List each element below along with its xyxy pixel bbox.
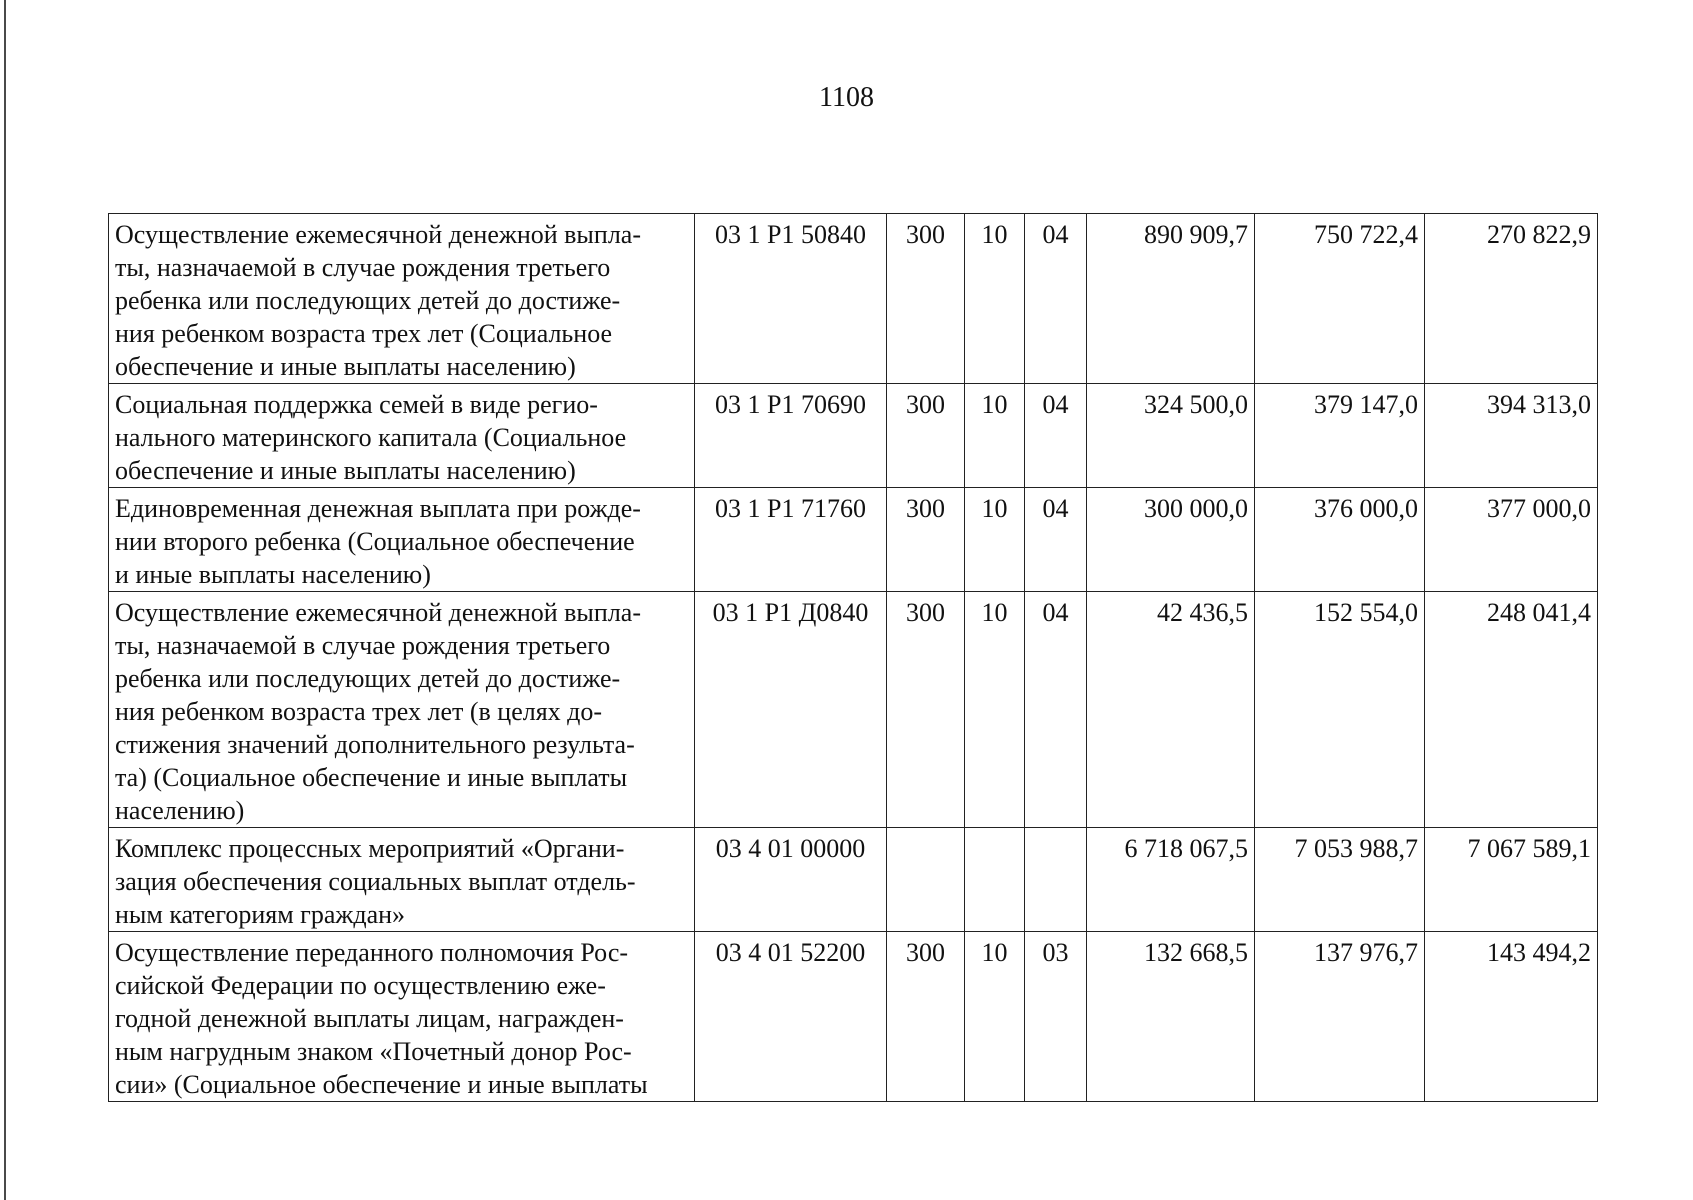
row-section: 10 [965,932,1025,1102]
row-section [965,828,1025,932]
row-description: Осуществление ежемесячной денежной выпла- ты, назначаемой в случае рождения третьего ребенка или последующих детей до достиже- ния ребенком возраста трех лет (Социальное обеспечение и иные выплаты населению) [109,214,695,384]
row-sum-year-3: 143 494,2 [1425,932,1598,1102]
budget-table [108,213,1598,1102]
row-target-code: 03 1 P1 50840 [695,214,887,384]
table-row [109,384,1598,488]
row-description: Осуществление ежемесячной денежной выпла- ты, назначаемой в случае рождения третьего ребенка или последующих детей до достиже- ния ребенком возраста трех лет (в целях до- стижения значений дополнительного результа- та) (Социальное обеспечение и иные выплаты населению) [109,592,695,828]
row-section: 10 [965,214,1025,384]
row-target-code: 03 4 01 52200 [695,932,887,1102]
row-sum-year-2: 750 722,4 [1255,214,1425,384]
page-number: 1108 [819,82,874,113]
row-sum-year-1: 890 909,7 [1087,214,1255,384]
row-subsection: 04 [1025,488,1087,592]
row-sum-year-2: 7 053 988,7 [1255,828,1425,932]
row-target-code: 03 4 01 00000 [695,828,887,932]
row-sum-year-1: 6 718 067,5 [1087,828,1255,932]
row-sum-year-1: 324 500,0 [1087,384,1255,488]
table-row [109,214,1598,384]
row-subsection [1025,828,1087,932]
row-expense-type: 300 [887,932,965,1102]
row-target-code: 03 1 P1 Д0840 [695,592,887,828]
table-row [109,592,1598,828]
row-section: 10 [965,592,1025,828]
row-sum-year-1: 132 668,5 [1087,932,1255,1102]
row-sum-year-2: 376 000,0 [1255,488,1425,592]
row-sum-year-2: 379 147,0 [1255,384,1425,488]
row-sum-year-1: 42 436,5 [1087,592,1255,828]
row-section: 10 [965,488,1025,592]
row-description: Осуществление переданного полномочия Рос- сийской Федерации по осуществлению еже- годной денежной выплаты лицам, награжден- ным нагрудным знаком «Почетный донор Рос- сии» (Социальное обеспечение и иные выплаты [109,932,695,1102]
row-sum-year-3: 394 313,0 [1425,384,1598,488]
row-sum-year-1: 300 000,0 [1087,488,1255,592]
row-sum-year-3: 377 000,0 [1425,488,1598,592]
row-subsection: 04 [1025,384,1087,488]
row-sum-year-2: 137 976,7 [1255,932,1425,1102]
row-subsection: 04 [1025,592,1087,828]
row-expense-type: 300 [887,214,965,384]
row-target-code: 03 1 P1 71760 [695,488,887,592]
row-expense-type: 300 [887,592,965,828]
row-target-code: 03 1 P1 70690 [695,384,887,488]
row-subsection: 03 [1025,932,1087,1102]
row-expense-type [887,828,965,932]
row-subsection: 04 [1025,214,1087,384]
row-sum-year-3: 270 822,9 [1425,214,1598,384]
row-sum-year-3: 248 041,4 [1425,592,1598,828]
row-description: Комплекс процессных мероприятий «Органи- зация обеспечения социальных выплат отдель- ным категориям граждан» [109,828,695,932]
table-row [109,828,1598,932]
row-expense-type: 300 [887,384,965,488]
scan-left-edge [4,0,6,1200]
row-expense-type: 300 [887,488,965,592]
table-row [109,488,1598,592]
row-description: Социальная поддержка семей в виде регио- нального материнского капитала (Социальное обеспечение и иные выплаты населению) [109,384,695,488]
row-section: 10 [965,384,1025,488]
row-description: Единовременная денежная выплата при рожде- нии второго ребенка (Социальное обеспечение и иные выплаты населению) [109,488,695,592]
row-sum-year-2: 152 554,0 [1255,592,1425,828]
table-row [109,932,1598,1102]
row-sum-year-3: 7 067 589,1 [1425,828,1598,932]
